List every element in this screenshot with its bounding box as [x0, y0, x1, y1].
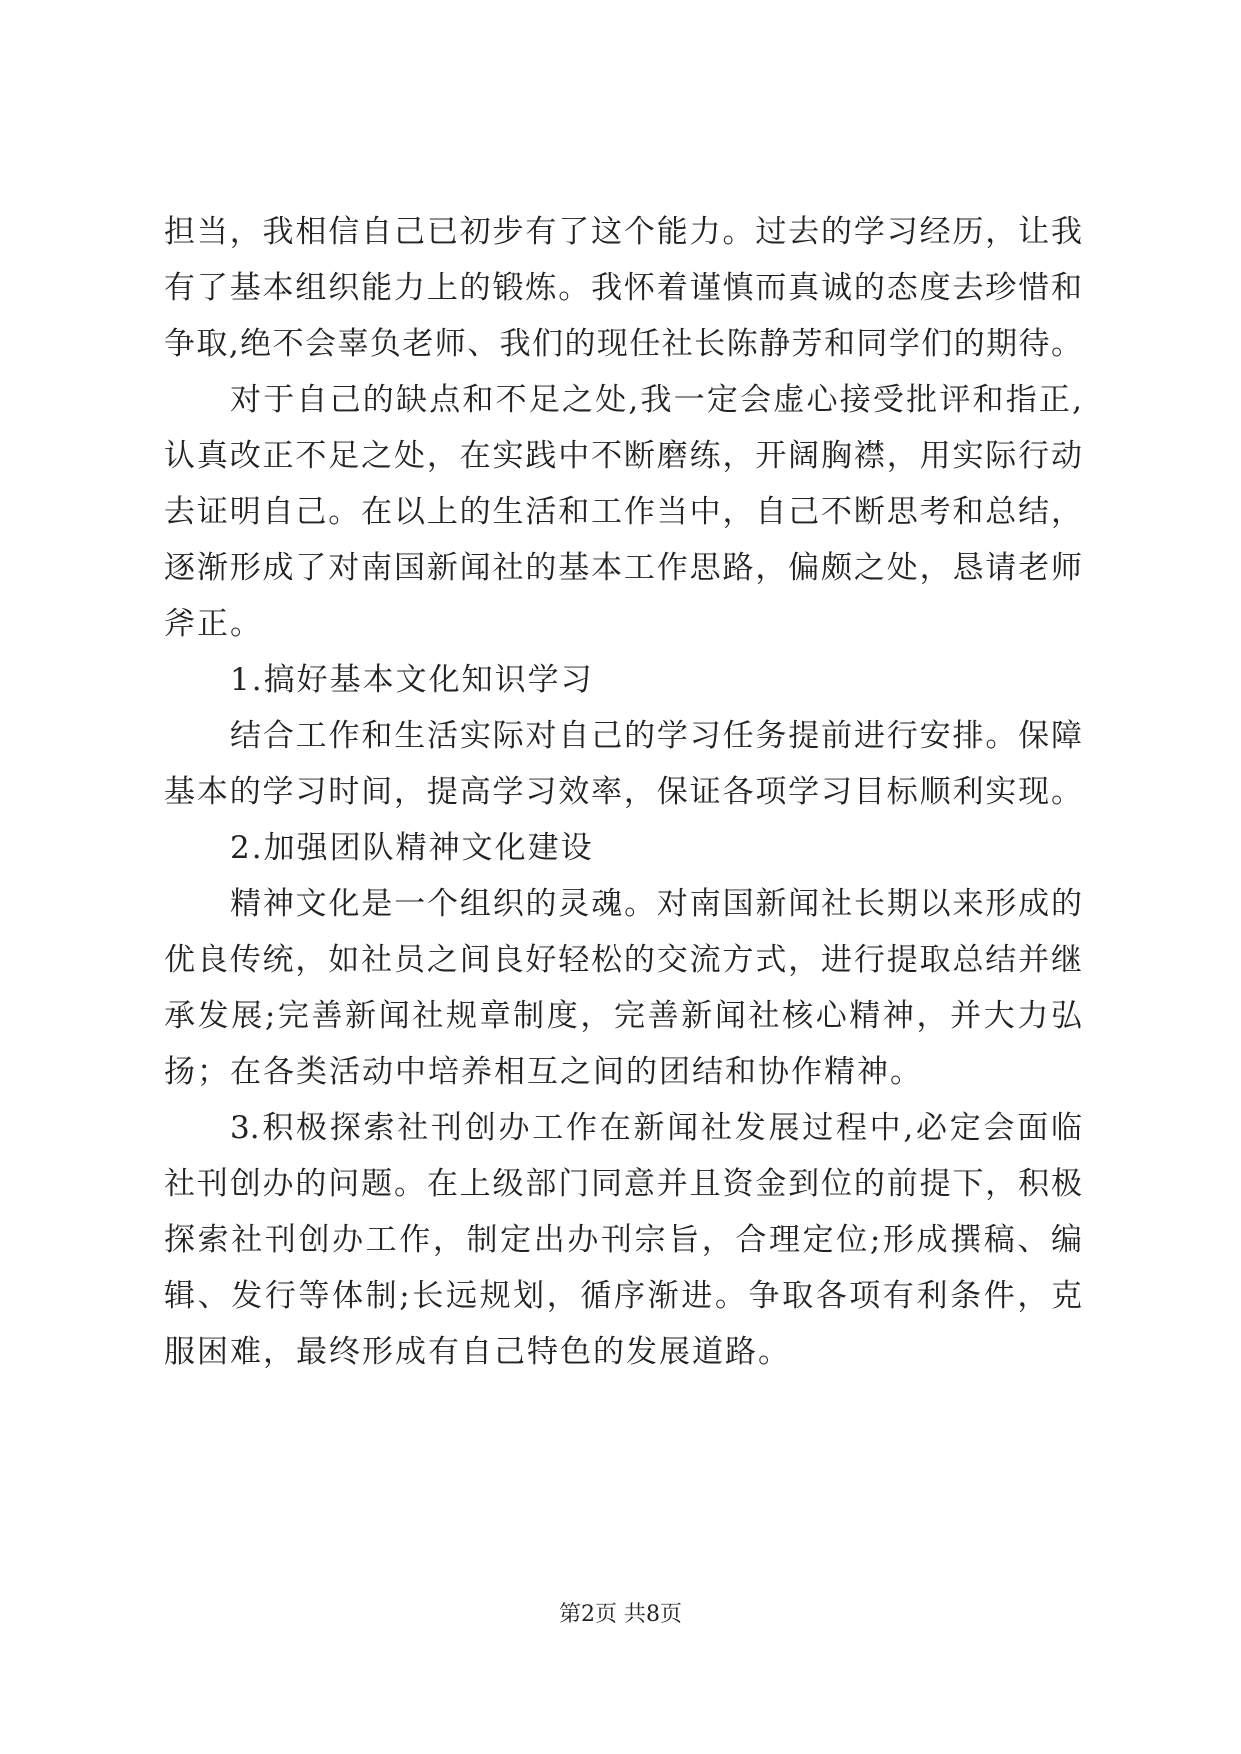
text-line: 基本的学习时间，提高学习效率，保证各项学习目标顺利实现。: [164, 774, 1082, 810]
text-line: 承发展;完善新闻社规章制度，完善新闻社核心精神，并大力弘: [164, 998, 1082, 1034]
text-line: 认真改正不足之处，在实践中不断磨练，开阔胸襟，用实际行动: [164, 438, 1082, 474]
section-heading: 1.搞好基本文化知识学习: [230, 662, 594, 698]
text-line: 结合工作和生活实际对自己的学习任务提前进行安排。保障: [230, 718, 1082, 754]
text-line: 社刊创办的问题。在上级部门同意并且资金到位的前提下，积极: [164, 1166, 1082, 1202]
page-footer: 第2页 共8页: [559, 1602, 682, 1627]
text-line: 斧正。: [164, 606, 263, 642]
text-line: 逐渐形成了对南国新闻社的基本工作思路，偏颇之处，恳请老师: [164, 550, 1082, 586]
text-line: 担当，我相信自己已初步有了这个能力。过去的学习经历，让我: [164, 214, 1082, 250]
text-line: 对于自己的缺点和不足之处,我一定会虚心接受批评和指正,: [230, 382, 1082, 418]
text-line: 扬；在各类活动中培养相互之间的团结和协作精神。: [164, 1054, 923, 1090]
text-line: 争取,绝不会辜负老师、我们的现任社长陈静芳和同学们的期待。: [164, 326, 1082, 362]
text-line: 辑、发行等体制;长远规划，循序渐进。争取各项有利条件，克: [164, 1278, 1082, 1314]
text-line: 精神文化是一个组织的灵魂。对南国新闻社长期以来形成的: [230, 886, 1082, 922]
text-line: 3.积极探索社刊创办工作在新闻社发展过程中,必定会面临: [230, 1110, 1082, 1146]
text-line: 探索社刊创办工作，制定出办刊宗旨，合理定位;形成撰稿、编: [164, 1222, 1082, 1258]
text-line: 服困难，最终形成有自己特色的发展道路。: [164, 1334, 791, 1370]
text-line: 有了基本组织能力上的锻炼。我怀着谨慎而真诚的态度去珍惜和: [164, 270, 1082, 306]
section-heading: 2.加强团队精神文化建设: [230, 830, 594, 866]
text-line: 优良传统，如社员之间良好轻松的交流方式，进行提取总结并继: [164, 942, 1082, 978]
text-line: 去证明自己。在以上的生活和工作当中，自己不断思考和总结，: [164, 494, 1082, 530]
